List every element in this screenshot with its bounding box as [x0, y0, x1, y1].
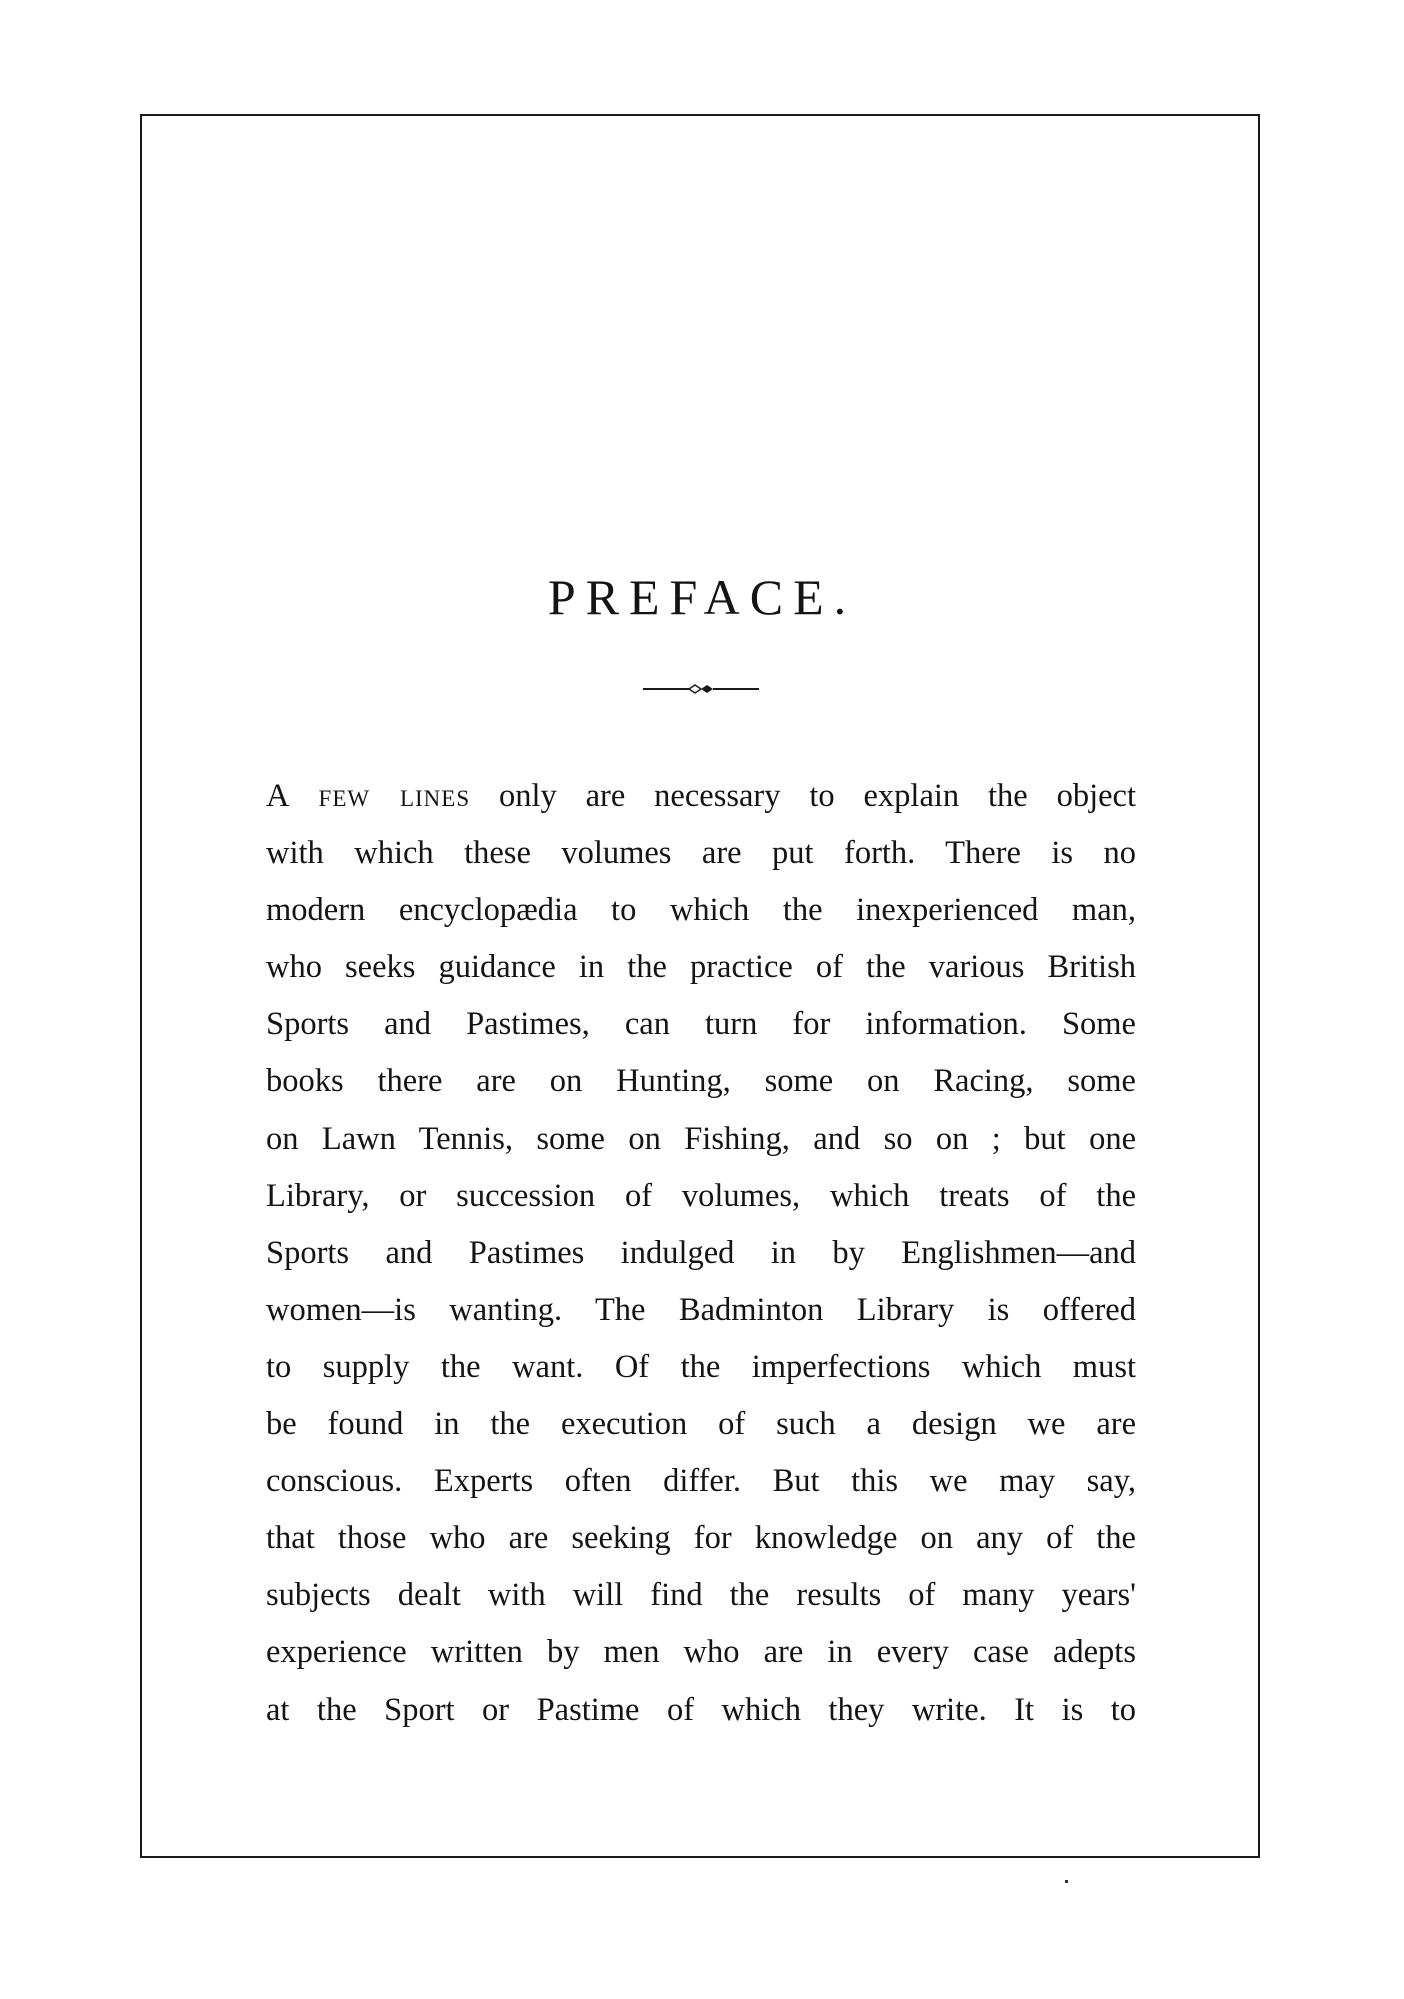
text-line-7: on Lawn Tennis, some on Fishing, and so on ; but one: [266, 1120, 1136, 1157]
text-line-12: be found in the execution of such a design we are: [266, 1406, 1136, 1443]
ornament-divider: [643, 682, 759, 696]
text-line-13: conscious. Experts often differ. But this we may say,: [266, 1463, 1136, 1500]
lead-small-caps: A few lines: [266, 778, 471, 814]
text-line-17: at the Sport or Pastime of which they write. It is to: [266, 1691, 1136, 1728]
page-title: PREFACE.: [547, 569, 857, 625]
text-line-5: Sports and Pastimes, can turn for information. Some: [266, 1006, 1136, 1043]
text-line-1-rest: only are necessary to explain the object: [470, 778, 1137, 814]
text-line-9: Sports and Pastimes indulged in by Englishmen—and: [266, 1234, 1136, 1271]
text-line-8: Library, or succession of volumes, which treats of the: [266, 1177, 1136, 1214]
preface-body: [266, 768, 1136, 1739]
text-line-2: with which these volumes are put forth. There is no: [266, 835, 1136, 872]
text-line-15: subjects dealt with will find the results of many years': [266, 1577, 1136, 1614]
text-line-11: to supply the want. Of the imperfections which must: [266, 1348, 1136, 1385]
text-line-6: books there are on Hunting, some on Racing, some: [266, 1063, 1136, 1100]
print-speck: [1065, 1880, 1068, 1883]
text-line-10: women—is wanting. The Badminton Library is offered: [266, 1291, 1136, 1328]
text-line-14: that those who are seeking for knowledge on any of the: [266, 1520, 1136, 1557]
text-line-16: experience written by men who are in every case adepts: [266, 1634, 1136, 1671]
text-line-4: who seeks guidance in the practice of the various British: [266, 949, 1136, 986]
text-line-1: [266, 768, 1136, 825]
text-line-3: modern encyclopædia to which the inexperienced man,: [266, 892, 1136, 929]
